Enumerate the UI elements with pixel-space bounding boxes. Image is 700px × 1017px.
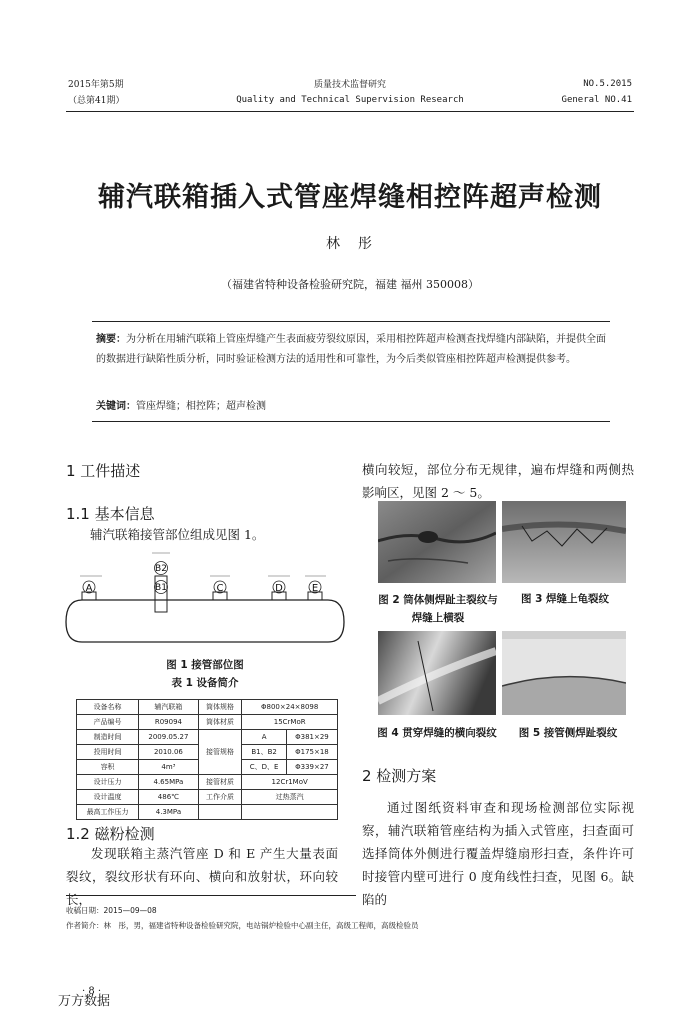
table-cell: 接管材质 <box>198 775 242 790</box>
table-row <box>77 805 338 820</box>
footnote-rule <box>66 895 356 896</box>
table-cell: 工作介质 <box>198 790 242 805</box>
table-cell: 辅汽联箱 <box>139 700 199 715</box>
section-1-1-text: 辅汽联箱接管部位组成见图 1。 <box>90 527 265 542</box>
table-1-caption: 表 1 设备简介 <box>171 677 239 689</box>
table-row <box>77 715 338 730</box>
table-row <box>77 700 338 715</box>
table-cell: 制造时间 <box>77 730 139 745</box>
table-cell: 最高工作压力 <box>77 805 139 820</box>
table-cell: 产品编号 <box>77 715 139 730</box>
table-cell: 4.65MPa <box>139 775 199 790</box>
table-cell: R09094 <box>139 715 199 730</box>
table-row <box>77 730 338 745</box>
label-e: E <box>311 583 319 594</box>
section-1-1-heading: 1.1 基本信息 <box>66 505 155 523</box>
figure-5-photo <box>502 631 626 715</box>
section-1-2-heading: 1.2 磁粉检测 <box>66 825 155 843</box>
table-cell <box>198 805 242 820</box>
table-cell: 过热蒸汽 <box>242 790 338 805</box>
table-cell: 4m³ <box>139 760 199 775</box>
table-row <box>77 790 338 805</box>
table-cell: 12Cr1MoV <box>242 775 338 790</box>
nozzle-b <box>155 576 167 612</box>
label-a: A <box>85 583 93 594</box>
equipment-table <box>76 699 338 820</box>
table-cell <box>242 805 338 820</box>
table-cell: A <box>242 730 287 745</box>
figure-2-caption: 图 2 筒体侧焊趾主裂纹与焊缝上横裂 <box>378 594 498 624</box>
section-2-text: 通过图纸资料审查和现场检测部位实际视察，辅汽联箱管座结构为插入式管座，扫查面可选择筒体外侧进行覆盖焊缝扇形扫查，条件许可时接管内壁可进行 0 度角线性扫查，见图 6。缺陷的 <box>362 800 634 907</box>
label-b2: B2 <box>155 564 167 574</box>
table-cell: 4.3MPa <box>139 805 199 820</box>
header-rule <box>66 111 634 112</box>
abstract-top-rule <box>92 321 610 322</box>
figure-2-photo <box>378 501 496 583</box>
table-cell: B1、B2 <box>242 745 287 760</box>
abstract-bottom-rule <box>92 421 610 422</box>
label-b1: B1 <box>155 583 167 593</box>
section-1-2-text: 发现联箱主蒸汽管座 D 和 E 产生大量表面裂纹，裂纹形状有环向、横向和放射状，环向较长， <box>66 846 338 907</box>
header-journal-cn: 质量技术监督研究 <box>313 80 386 90</box>
header-general-no: General NO.41 <box>561 95 632 105</box>
abstract-label: 摘要： <box>96 334 126 345</box>
watermark: 万方数据 <box>58 994 111 1009</box>
table-cell: 投用时间 <box>77 745 139 760</box>
page-number: · 8 · <box>82 986 102 997</box>
table-cell: Φ800×24×8098 <box>242 700 338 715</box>
table-cell: C、D、E <box>242 760 287 775</box>
article-author: 林 彤 <box>326 236 374 252</box>
table-cell: 设计温度 <box>77 790 139 805</box>
header-total-issue: （总第41期） <box>68 96 125 106</box>
table-cell: 设计压力 <box>77 775 139 790</box>
label-d: D <box>275 583 283 594</box>
table-cell: Φ339×27 <box>286 760 337 775</box>
figure-4-caption: 图 4 贯穿焊缝的横向裂纹 <box>377 727 497 739</box>
table-cell: 筒体规格 <box>198 700 242 715</box>
table-cell: 容积 <box>77 760 139 775</box>
table-cell: 接管规格 <box>198 730 242 775</box>
table-cell: Φ175×18 <box>286 745 337 760</box>
table-cell: 2010.06 <box>139 745 199 760</box>
keywords <box>96 397 608 417</box>
figure-3-photo <box>502 501 626 583</box>
header-journal-en: Quality and Technical Supervision Research <box>236 95 464 105</box>
header-issue: 2015年第5期 <box>68 80 124 90</box>
table-cell: 486℃ <box>139 790 199 805</box>
figure-1-caption: 图 1 接管部位图 <box>166 659 244 671</box>
footnote-author-bio: 作者简介：林 彤，男，福建省特种设备检验研究院，电站锅炉检验中心副主任，高级工程师，高级检验员 <box>66 921 419 930</box>
figure-3-caption: 图 3 焊缝上龟裂纹 <box>520 593 610 605</box>
vessel-body <box>66 600 344 642</box>
right-column-text: 横向较短，部位分布无规律，遍布焊缝和两侧热影响区，见图 2 ～ 5。 <box>362 462 634 500</box>
article-title: 辅汽联箱插入式管座焊缝相控阵超声检测 <box>98 182 602 213</box>
abstract <box>96 330 608 370</box>
label-c: C <box>216 583 224 594</box>
figure-4-photo <box>378 631 496 715</box>
section-2-heading: 2 检测方案 <box>362 767 437 785</box>
article-affiliation: （福建省特种设备检验研究院，福建 福州 350008） <box>221 278 479 291</box>
table-row <box>77 775 338 790</box>
table-cell: Φ381×29 <box>286 730 337 745</box>
figure-5-caption: 图 5 接管侧焊趾裂纹 <box>518 727 618 739</box>
table-cell: 2009.05.27 <box>139 730 199 745</box>
header-no: NO.5.2015 <box>583 79 632 89</box>
keywords-text: 管座焊缝；相控阵；超声检测 <box>136 401 266 412</box>
section-1-heading: 1 工件描述 <box>66 462 141 480</box>
keywords-label: 关键词： <box>96 401 136 412</box>
table-cell: 设备名称 <box>77 700 139 715</box>
table-cell: 15CrMoR <box>242 715 338 730</box>
figure-1-diagram <box>60 550 350 650</box>
table-cell: 筒体材质 <box>198 715 242 730</box>
abstract-text: 为分析在用辅汽联箱上管座焊缝产生表面疲劳裂纹原因，采用相控阵超声检测查找焊缝内部缺陷，并提供全面的数据进行缺陷性质分析，同时验证检测方法的适用性和可靠性，为今后类似管座相控阵超声检测提供参考。 <box>96 334 606 365</box>
footnote-received: 收稿日期：2015—09—08 <box>66 906 157 915</box>
